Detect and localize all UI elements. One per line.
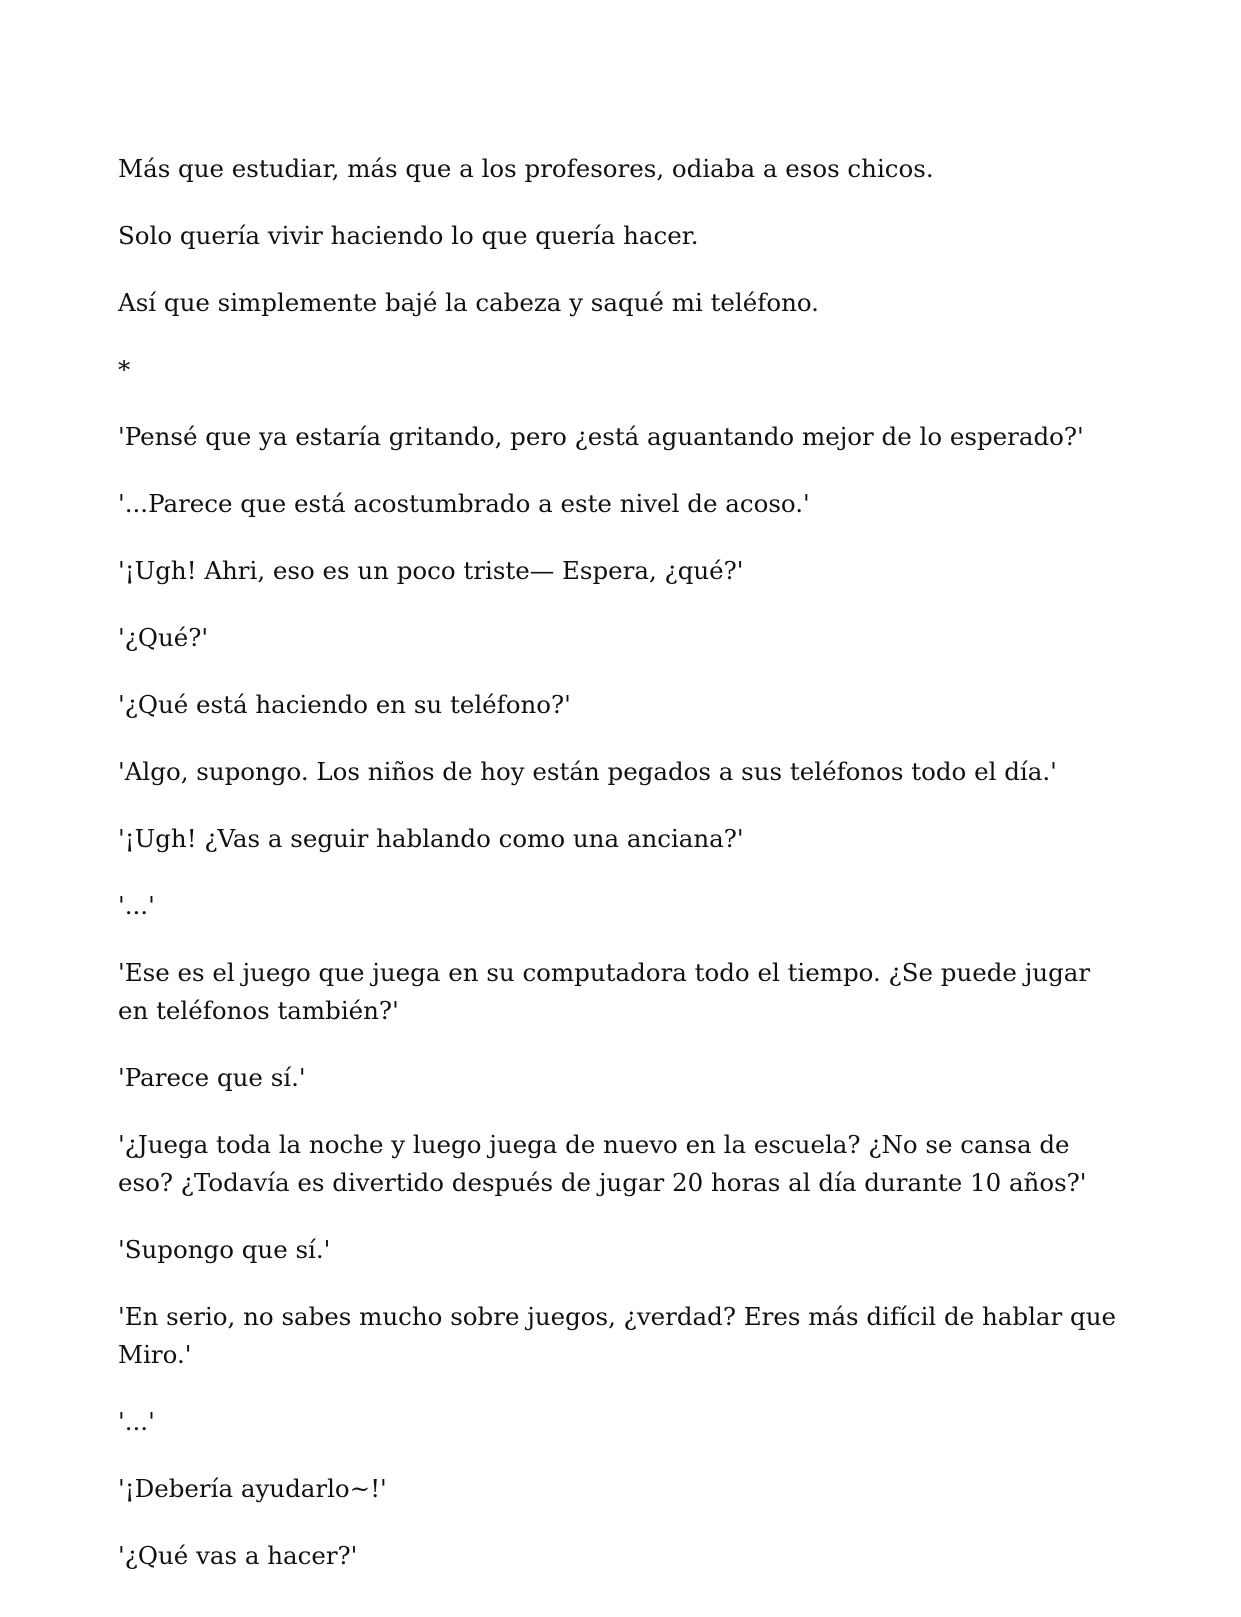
dialogue-line: 'Algo, supongo. Los niños de hoy están pegados a sus teléfonos todo el día.' [118, 757, 1057, 786]
dialogue-line: '¡Ugh! Ahri, eso es un poco triste— Espera, ¿qué?' [118, 556, 744, 585]
dialogue-line: '...Parece que está acostumbrado a este nivel de acoso.' [118, 489, 810, 518]
paragraph: Solo quería vivir haciendo lo que quería hacer. [118, 221, 699, 250]
dialogue-line: '¡Debería ayudarlo~!' [118, 1474, 387, 1503]
paragraph: Así que simplemente bajé la cabeza y saqué mi teléfono. [118, 288, 819, 317]
scene-break: * [118, 355, 131, 384]
dialogue-line: '¿Qué?' [118, 623, 209, 652]
dialogue-line: '¡Ugh! ¿Vas a seguir hablando como una anciana?' [118, 824, 744, 853]
dialogue-line: 'Parece que sí.' [118, 1063, 306, 1092]
dialogue-line: '...' [118, 1407, 155, 1436]
dialogue-line: '¿Qué vas a hacer?' [118, 1541, 358, 1570]
dialogue-line: 'En serio, no sabes mucho sobre juegos, ¿verdad? Eres más difícil de hablar que Miro.' [118, 1302, 1116, 1369]
paragraph: Más que estudiar, más que a los profesores, odiaba a esos chicos. [118, 154, 934, 183]
dialogue-line: 'Pensé que ya estaría gritando, pero ¿está aguantando mejor de lo esperado?' [118, 422, 1084, 451]
dialogue-line: 'Ese es el juego que juega en su computadora todo el tiempo. ¿Se puede jugar en teléfonos también?' [118, 958, 1091, 1025]
dialogue-line: 'Supongo que sí.' [118, 1235, 331, 1264]
dialogue-line: '¿Qué está haciendo en su teléfono?' [118, 690, 571, 719]
text-body [118, 150, 1123, 1604]
dialogue-line: '¿Juega toda la noche y luego juega de nuevo en la escuela? ¿No se cansa de eso? ¿Todavía es divertido después de jugar 20 horas al día durante 10 años?' [118, 1130, 1087, 1197]
dialogue-line: '...' [118, 891, 155, 920]
